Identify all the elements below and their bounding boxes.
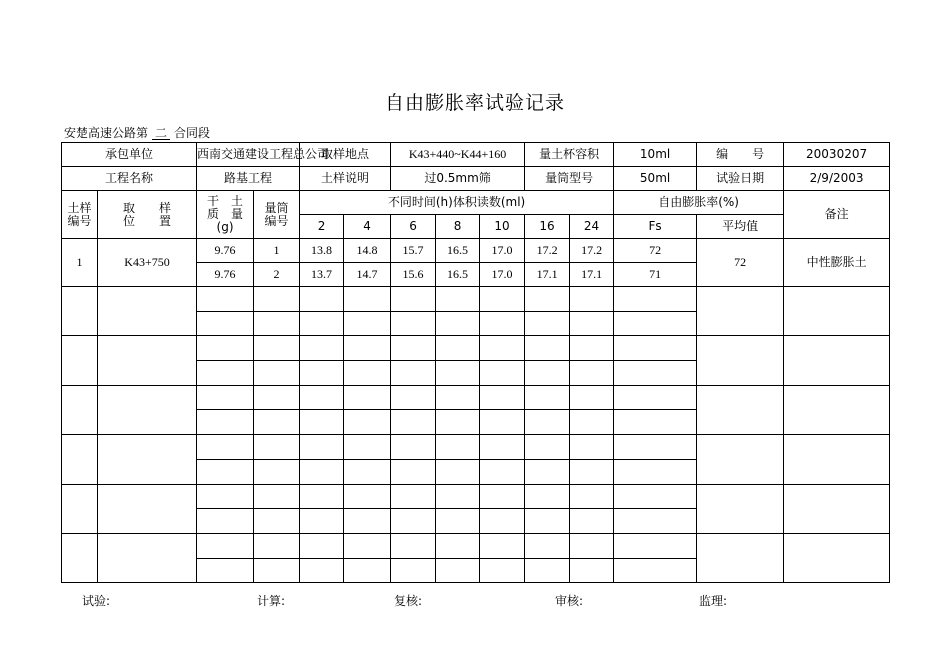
blank-cell [525,558,570,583]
footer-test: 试验: [82,594,111,608]
blank-cell [436,410,480,435]
blank-row [62,336,890,361]
blank-cell [525,484,570,509]
blank-cell [570,558,614,583]
blank-cell [254,311,300,336]
blank-cell [98,533,197,582]
blank-cell [344,558,391,583]
blank-cell [614,459,697,484]
blank-cell [197,558,254,583]
blank-cell [614,385,697,410]
blank-cell [570,533,614,558]
info-row-2 [62,167,890,191]
blank-cell [254,435,300,460]
blank-cell [614,435,697,460]
blank-cell [391,336,436,361]
blank-cell [697,435,784,484]
blank-cell [197,435,254,460]
blank-cell [480,311,525,336]
blank-cell [525,385,570,410]
blank-cell [480,509,525,534]
blank-cell [525,361,570,386]
blank-cell [344,435,391,460]
blank-cell [391,509,436,534]
blank-row [62,287,890,312]
blank-cell [391,484,436,509]
blank-cell [391,361,436,386]
blank-row [62,484,890,509]
blank-cell [570,287,614,312]
blank-cell [197,484,254,509]
reading-cell: 14.7 [344,263,391,287]
blank-cell [436,361,480,386]
blank-cell [197,509,254,534]
hour-header: 4 [344,215,391,239]
info-row-1 [62,143,890,167]
hour-header: 2 [300,215,344,239]
footer-review: 审核: [555,594,584,608]
test-date-value: 2/9/2003 [784,167,890,191]
blank-cell [436,533,480,558]
reading-cell: 16.5 [436,239,480,263]
reading-cell: 17.2 [570,239,614,263]
average-header: 平均值 [697,215,784,239]
reading-cell: 15.6 [391,263,436,287]
contractor-label: 承包单位 [62,143,197,167]
blank-cell [570,435,614,460]
blank-cell [344,361,391,386]
blank-cell [197,287,254,312]
position-cell: K43+750 [98,239,197,287]
reading-cell: 17.0 [480,239,525,263]
hour-header: 8 [436,215,480,239]
blank-cell [254,484,300,509]
sample-no-cell: 1 [62,239,98,287]
blank-cell [436,385,480,410]
cylinder-no-header: 量筒 编号 [254,191,300,239]
footer-calc: 计算: [257,594,286,608]
blank-cell [570,361,614,386]
project-value: 路基工程 [197,167,300,191]
blank-cell [480,558,525,583]
blank-cell [197,361,254,386]
blank-cell [614,311,697,336]
blank-cell [436,509,480,534]
cylinder-label: 量筒型号 [525,167,614,191]
blank-cell [62,287,98,336]
blank-cell [480,361,525,386]
blank-cell [525,287,570,312]
blank-cell [391,410,436,435]
blank-cell [525,336,570,361]
blank-cell [614,410,697,435]
blank-cell [570,509,614,534]
soil-desc-label: 土样说明 [300,167,391,191]
blank-cell [480,533,525,558]
blank-cell [344,410,391,435]
volume-group-header: 不同时间(h)体积读数(ml) [300,191,614,215]
position-header: 取 样 位 置 [98,191,197,239]
reading-cell: 13.8 [300,239,344,263]
blank-cell [98,336,197,385]
blank-cell [344,509,391,534]
blank-cell [784,287,890,336]
blank-cell [480,287,525,312]
blank-cell [784,533,890,582]
blank-cell [697,385,784,434]
blank-cell [480,336,525,361]
blank-cell [300,459,344,484]
blank-cell [436,311,480,336]
blank-cell [344,287,391,312]
blank-cell [344,484,391,509]
blank-cell [300,336,344,361]
blank-cell [197,336,254,361]
blank-cell [525,459,570,484]
blank-cell [344,311,391,336]
blank-cell [300,509,344,534]
location-label: 取样地点 [300,143,391,167]
rate-group-header: 自由膨胀率(%) [614,191,784,215]
blank-cell [300,410,344,435]
blank-cell [525,311,570,336]
blank-cell [197,311,254,336]
blank-cell [62,533,98,582]
blank-cell [436,287,480,312]
blank-cell [614,484,697,509]
data-row [62,239,890,263]
reading-cell: 17.2 [525,239,570,263]
cylinder-value: 50ml [614,167,697,191]
blank-cell [480,410,525,435]
blank-cell [197,410,254,435]
blank-cell [614,533,697,558]
blank-cell [480,484,525,509]
blank-row [62,385,890,410]
blank-cell [62,336,98,385]
hour-header: 10 [480,215,525,239]
remark-header: 备注 [784,191,890,239]
contract-section-line [64,124,210,141]
blank-cell [62,435,98,484]
blank-cell [254,410,300,435]
blank-cell [436,336,480,361]
reading-cell: 14.8 [344,239,391,263]
blank-cell [391,287,436,312]
blank-cell [300,435,344,460]
blank-cell [98,484,197,533]
blank-cell [697,336,784,385]
blank-cell [98,435,197,484]
blank-row [62,533,890,558]
blank-cell [436,459,480,484]
blank-cell [344,459,391,484]
blank-row [62,435,890,460]
reading-cell: 17.1 [570,263,614,287]
blank-cell [697,484,784,533]
blank-cell [391,435,436,460]
blank-cell [197,533,254,558]
project-label: 工程名称 [62,167,197,191]
blank-cell [254,385,300,410]
blank-cell [197,459,254,484]
blank-cell [197,385,254,410]
blank-cell [480,459,525,484]
blank-cell [300,385,344,410]
cup-volume-value: 10ml [614,143,697,167]
blank-cell [254,509,300,534]
blank-cell [570,336,614,361]
reading-cell: 17.0 [480,263,525,287]
blank-cell [436,435,480,460]
blank-cell [525,509,570,534]
reading-cell: 15.7 [391,239,436,263]
blank-cell [614,509,697,534]
blank-cell [391,558,436,583]
blank-cell [614,336,697,361]
blank-cell [525,410,570,435]
number-value: 20030207 [784,143,890,167]
reading-cell: 17.1 [525,263,570,287]
reading-cell: 13.7 [300,263,344,287]
blank-cell [300,311,344,336]
footer-recheck: 复核: [394,594,423,608]
blank-cell [62,484,98,533]
blank-cell [300,361,344,386]
reading-cell: 16.5 [436,263,480,287]
blank-cell [570,385,614,410]
blank-cell [98,385,197,434]
section-number: 二 [152,127,170,140]
blank-cell [391,459,436,484]
contractor-value: 西南交通建设工程总公司 [197,143,300,167]
blank-cell [254,459,300,484]
blank-cell [254,336,300,361]
number-label: 编 号 [697,143,784,167]
blank-cell [98,287,197,336]
footer-supervise: 监理: [699,594,728,608]
blank-cell [784,484,890,533]
page-title: 自由膨胀率试验记录 [384,92,565,114]
fs-header: Fs [614,215,697,239]
blank-cell [525,435,570,460]
location-value: K43+440~K44+160 [391,143,525,167]
dry-mass-header: 干 土 质 量 (g) [197,191,254,239]
blank-cell [570,484,614,509]
hour-header: 24 [570,215,614,239]
hour-header: 6 [391,215,436,239]
blank-cell [480,385,525,410]
blank-cell [784,385,890,434]
blank-cell [614,558,697,583]
remark-cell: 中性膨胀土 [784,239,890,287]
blank-cell [254,361,300,386]
blank-cell [784,435,890,484]
blank-cell [570,459,614,484]
cylinder-no-cell: 1 [254,239,300,263]
blank-cell [697,287,784,336]
header-row-1 [62,191,890,215]
test-date-label: 试验日期 [697,167,784,191]
dry-mass-cell: 9.76 [197,239,254,263]
blank-cell [570,311,614,336]
blank-cell [300,484,344,509]
blank-cell [436,484,480,509]
blank-cell [254,287,300,312]
blank-cell [300,287,344,312]
blank-cell [254,533,300,558]
blank-cell [62,385,98,434]
blank-cell [614,287,697,312]
blank-cell [300,533,344,558]
blank-cell [697,533,784,582]
cup-volume-label: 量土杯容积 [525,143,614,167]
hour-header: 16 [525,215,570,239]
blank-cell [391,385,436,410]
average-cell: 72 [697,239,784,287]
section-suffix: 合同段 [174,126,211,140]
blank-cell [391,533,436,558]
blank-cell [436,558,480,583]
blank-cell [614,361,697,386]
dry-mass-cell: 9.76 [197,263,254,287]
soil-desc-value: 过0.5mm筛 [391,167,525,191]
blank-cell [300,558,344,583]
blank-cell [525,533,570,558]
sample-no-header: 土样 编号 [62,191,98,239]
blank-cell [344,533,391,558]
test-record-table [61,142,890,583]
fs-cell: 71 [614,263,697,287]
section-prefix: 安楚高速公路第 [64,126,149,140]
cylinder-no-cell: 2 [254,263,300,287]
blank-cell [344,336,391,361]
blank-cell [480,435,525,460]
blank-cell [254,558,300,583]
blank-cell [570,410,614,435]
fs-cell: 72 [614,239,697,263]
blank-cell [391,311,436,336]
blank-cell [344,385,391,410]
blank-cell [784,336,890,385]
